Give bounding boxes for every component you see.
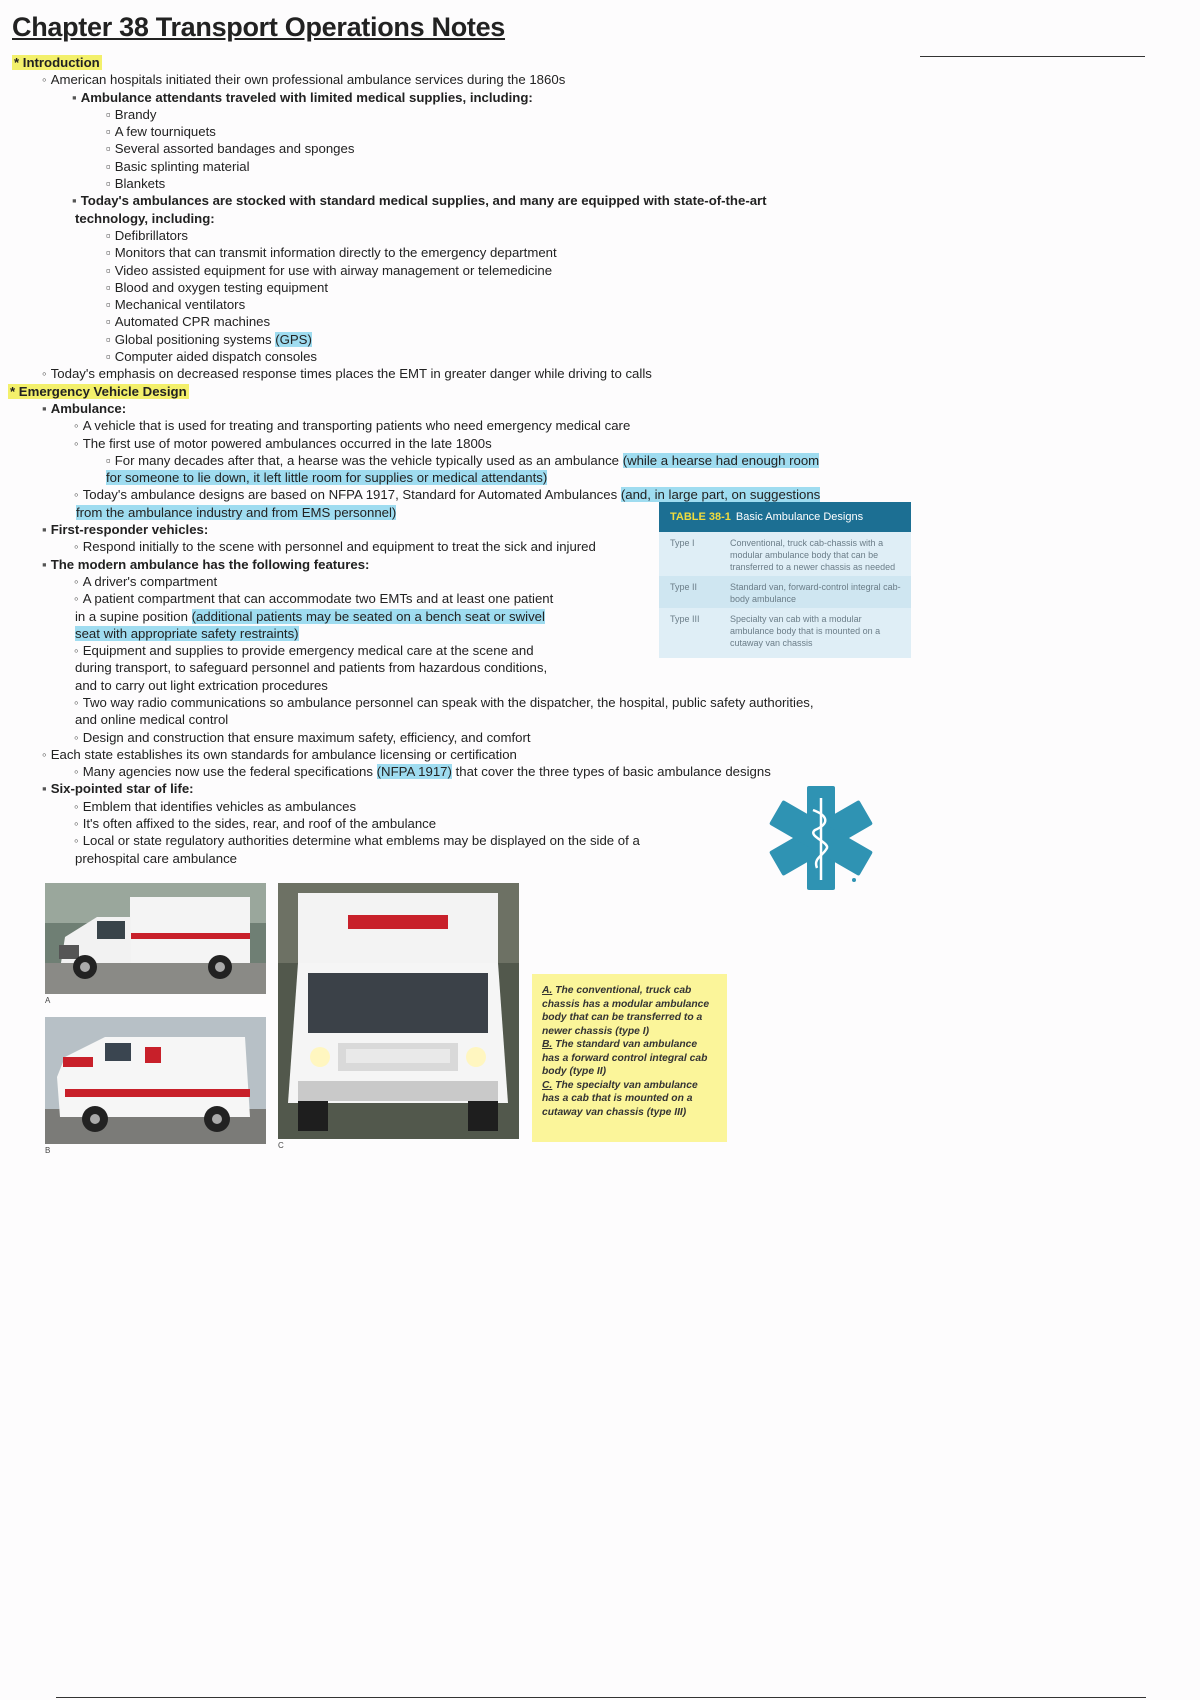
table-row: Type II Standard van, forward-control integral cab-body ambulance (659, 576, 911, 608)
photo-label-a: A (45, 996, 51, 1005)
list-item-continuation: and to carry out light extrication procedures (75, 677, 328, 693)
list-item: ▫ Global positioning systems (GPS) (106, 331, 312, 347)
list-item-continuation: during transport, to safeguard personnel and patients from hazardous conditions, (75, 660, 548, 676)
table-row: Type III Specialty van cab with a modular ambulance body that is mounted on a cutaway van chassis (670, 614, 881, 648)
list-item: ▫ Brandy (106, 106, 157, 122)
list-item: ◦ It's often affixed to the sides, rear, and roof of the ambulance (74, 816, 437, 832)
list-item: ▫ Blankets (106, 176, 166, 192)
list-item: ▫ A few tourniquets (106, 124, 216, 140)
photo-label-b: B (45, 1146, 51, 1155)
list-item: ▫ Basic splinting material (106, 158, 250, 174)
list-item: ▪ Ambulance attendants traveled with limited medical supplies, including: (72, 89, 533, 105)
list-item: ◦ Many agencies now use the federal specifications (NFPA 1917) that cover the three types of basic ambulance designs (74, 764, 771, 780)
list-item-continuation: prehospital care ambulance (75, 850, 238, 866)
list-item: ▫ Defibrillators (106, 227, 188, 243)
list-item-continuation: from the ambulance industry and from EMS personnel) (76, 504, 397, 520)
list-item: ◦ A patient compartment that can accommodate two EMTs and at least one patient (74, 591, 554, 607)
list-item: ▫ Automated CPR machines (106, 314, 271, 330)
list-item: ◦ American hospitals initiated their own professional ambulance services during the 1860s (42, 72, 566, 88)
table-row: Type I Conventional, truck cab-chassis with a modular ambulance body that can be transferred to a newer chassis as needed (670, 538, 896, 572)
list-item: ◦ Each state establishes its own standards for ambulance licensing or certification (42, 746, 517, 762)
photo-label-c: C (278, 1141, 284, 1150)
list-item-continuation: and online medical control (75, 712, 229, 728)
ambulance-type-iii-photo (278, 883, 519, 1139)
list-item: ◦ Two way radio communications so ambulance personnel can speak with the dispatcher, the hospital, public safety authorities, (74, 694, 814, 710)
star-of-life-icon (766, 786, 876, 892)
list-item-continuation: in a supine position (additional patients may be seated on a bench seat or swivel (75, 608, 545, 624)
list-item-continuation: seat with appropriate safety restraints) (75, 625, 299, 641)
section-heading-vehicle-design: * Emergency Vehicle Design (10, 383, 187, 399)
list-item: ▫ Several assorted bandages and sponges (106, 141, 355, 157)
ambulance-type-i-photo (45, 883, 266, 994)
section-heading-introduction: * Introduction (14, 55, 100, 70)
list-item: ◦ Equipment and supplies to provide emergency medical care at the scene and (74, 643, 534, 659)
list-item: ▪ The modern ambulance has the following features: (42, 556, 370, 572)
list-item-continuation: technology, including: (75, 210, 215, 226)
list-item: ▪ Six-pointed star of life: (42, 781, 194, 797)
list-item: ▫ Computer aided dispatch consoles (106, 349, 318, 365)
list-item: ◦ Respond initially to the scene with personnel and equipment to treat the sick and injured (74, 539, 596, 555)
list-item: ▫ Monitors that can transmit information directly to the emergency department (106, 245, 557, 261)
list-item: ◦ A driver's compartment (74, 573, 218, 589)
list-item: ◦ Today's emphasis on decreased response times places the EMT in greater danger while driving to calls (42, 366, 652, 382)
ambulance-type-ii-photo (45, 1017, 266, 1144)
list-item: ◦ Emblem that identifies vehicles as ambulances (74, 798, 357, 814)
list-item: ▫ For many decades after that, a hearse was the vehicle typically used as an ambulance (while a hearse had enough room (106, 452, 820, 468)
list-item: ◦ Design and construction that ensure maximum safety, efficiency, and comfort (74, 729, 531, 745)
list-item: ▫ Video assisted equipment for use with airway management or telemedicine (106, 262, 553, 278)
header-rule (920, 56, 1145, 57)
photo-caption: A. The conventional, truck cab chassis has a modular ambulance body that can be transferred to a newer chassis (type I) B. The standard van ambulance has a forward control integral cab body (type II) C. The specialty van ambulance has a cab that is mounted on a cutaway van chassis (type III) (532, 974, 727, 1142)
table-header: TABLE 38-1 Basic Ambulance Designs (659, 502, 911, 532)
list-item: ▫ Mechanical ventilators (106, 297, 246, 313)
list-item: ▪ Ambulance: (42, 400, 127, 416)
list-item: ◦ Today's ambulance designs are based on NFPA 1917, Standard for Automated Ambulances (and, in large part, on suggestions (74, 487, 821, 503)
ambulance-designs-table (659, 502, 911, 658)
list-item: ▪ First-responder vehicles: (42, 522, 209, 538)
list-item: ▪ Today's ambulances are stocked with standard medical supplies, and many are equipped with state-of-the-art (72, 193, 767, 209)
footer-rule (56, 1697, 1146, 1698)
list-item: ◦ Local or state regulatory authorities determine what emblems may be displayed on the side of a (74, 833, 640, 849)
list-item-continuation: for someone to lie down, it left little room for supplies or medical attendants) (106, 470, 548, 486)
notes-body (0, 54, 920, 867)
page-title: Chapter 38 Transport Operations Notes (12, 12, 506, 42)
list-item: ◦ The first use of motor powered ambulances occurred in the late 1800s (74, 435, 492, 451)
list-item: ◦ A vehicle that is used for treating and transporting patients who need emergency medical care (74, 418, 631, 434)
list-item: ▫ Blood and oxygen testing equipment (106, 279, 329, 295)
